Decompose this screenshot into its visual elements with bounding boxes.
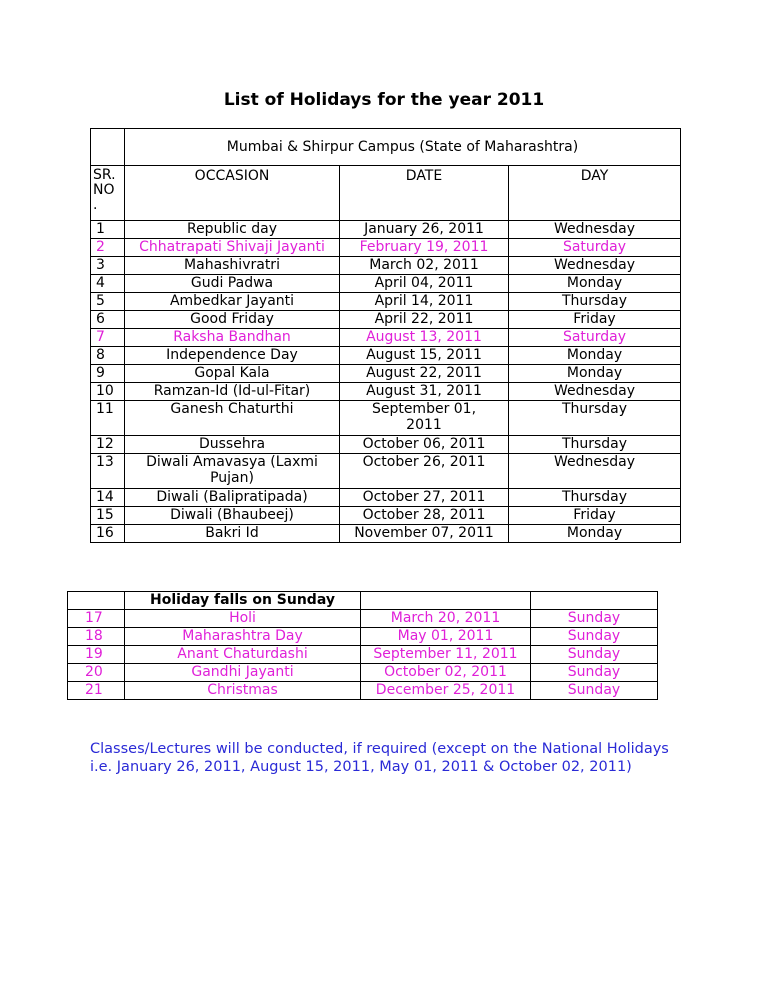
table-row bbox=[91, 257, 681, 275]
row-occasion: Raksha Bandhan bbox=[125, 329, 340, 347]
sunday-holidays-table bbox=[67, 591, 658, 700]
table-row bbox=[91, 239, 681, 257]
row-day: Thursday bbox=[509, 436, 681, 454]
table-row bbox=[68, 628, 658, 646]
row-number: 4 bbox=[91, 275, 125, 293]
row-occasion: Diwali (Bhaubeej) bbox=[125, 507, 340, 525]
row-occasion: Bakri Id bbox=[125, 525, 340, 543]
row-number: 15 bbox=[91, 507, 125, 525]
row-date: April 22, 2011 bbox=[340, 311, 509, 329]
row-date: September 01, 2011 bbox=[340, 401, 509, 436]
row-date: October 02, 2011 bbox=[361, 664, 531, 682]
page-title: List of Holidays for the year 2011 bbox=[223, 90, 545, 110]
row-date: April 04, 2011 bbox=[340, 275, 509, 293]
row-number: 3 bbox=[91, 257, 125, 275]
table-row bbox=[68, 610, 658, 628]
row-date: August 31, 2011 bbox=[340, 383, 509, 401]
row-number: 10 bbox=[91, 383, 125, 401]
row-occasion: Christmas bbox=[125, 682, 361, 700]
row-number: 20 bbox=[68, 664, 125, 682]
row-number: 9 bbox=[91, 365, 125, 383]
row-day: Thursday bbox=[509, 293, 681, 311]
row-day: Sunday bbox=[531, 664, 658, 682]
table-row bbox=[91, 293, 681, 311]
row-date: October 26, 2011 bbox=[340, 454, 509, 489]
row-number: 6 bbox=[91, 311, 125, 329]
sunday-table-heading: Holiday falls on Sunday bbox=[125, 592, 361, 610]
holidays-table bbox=[90, 128, 681, 543]
row-number: 8 bbox=[91, 347, 125, 365]
row-occasion: Diwali Amavasya (Laxmi Pujan) bbox=[125, 454, 340, 489]
row-number: 11 bbox=[91, 401, 125, 436]
row-day: Sunday bbox=[531, 682, 658, 700]
table-row bbox=[91, 489, 681, 507]
row-day: Sunday bbox=[531, 646, 658, 664]
row-number: 13 bbox=[91, 454, 125, 489]
row-day: Saturday bbox=[509, 329, 681, 347]
table-row bbox=[91, 347, 681, 365]
row-date: November 07, 2011 bbox=[340, 525, 509, 543]
row-day: Sunday bbox=[531, 628, 658, 646]
row-date: May 01, 2011 bbox=[361, 628, 531, 646]
row-date: October 06, 2011 bbox=[340, 436, 509, 454]
row-date: April 14, 2011 bbox=[340, 293, 509, 311]
row-number: 17 bbox=[68, 610, 125, 628]
row-day: Monday bbox=[509, 365, 681, 383]
row-day: Monday bbox=[509, 525, 681, 543]
row-occasion: Ambedkar Jayanti bbox=[125, 293, 340, 311]
row-occasion: Gandhi Jayanti bbox=[125, 664, 361, 682]
row-day: Wednesday bbox=[509, 221, 681, 239]
row-date: September 11, 2011 bbox=[361, 646, 531, 664]
row-date: February 19, 2011 bbox=[340, 239, 509, 257]
row-occasion: Diwali (Balipratipada) bbox=[125, 489, 340, 507]
row-number: 21 bbox=[68, 682, 125, 700]
row-occasion: Mahashivratri bbox=[125, 257, 340, 275]
table-row bbox=[91, 525, 681, 543]
row-day: Friday bbox=[509, 507, 681, 525]
table-row bbox=[91, 329, 681, 347]
row-occasion: Good Friday bbox=[125, 311, 340, 329]
table-row bbox=[68, 682, 658, 700]
row-occasion: Dussehra bbox=[125, 436, 340, 454]
campus-heading: Mumbai & Shirpur Campus (State of Maharashtra) bbox=[125, 129, 681, 166]
row-number: 12 bbox=[91, 436, 125, 454]
table-row bbox=[91, 454, 681, 489]
row-occasion: Gopal Kala bbox=[125, 365, 340, 383]
table-row bbox=[91, 311, 681, 329]
row-number: 2 bbox=[91, 239, 125, 257]
row-occasion: Ramzan-Id (Id-ul-Fitar) bbox=[125, 383, 340, 401]
row-number: 14 bbox=[91, 489, 125, 507]
row-number: 19 bbox=[68, 646, 125, 664]
row-occasion: Maharashtra Day bbox=[125, 628, 361, 646]
row-day: Friday bbox=[509, 311, 681, 329]
header-day: DAY bbox=[509, 166, 681, 221]
row-date: March 02, 2011 bbox=[340, 257, 509, 275]
row-day: Wednesday bbox=[509, 383, 681, 401]
row-day: Wednesday bbox=[509, 257, 681, 275]
row-day: Saturday bbox=[509, 239, 681, 257]
table-row bbox=[68, 664, 658, 682]
table-row bbox=[91, 365, 681, 383]
row-occasion: Ganesh Chaturthi bbox=[125, 401, 340, 436]
header-sr-no: SR. NO . bbox=[91, 166, 125, 221]
row-occasion: Anant Chaturdashi bbox=[125, 646, 361, 664]
row-day: Thursday bbox=[509, 401, 681, 436]
header-occasion: OCCASION bbox=[125, 166, 340, 221]
row-day: Sunday bbox=[531, 610, 658, 628]
row-date: August 13, 2011 bbox=[340, 329, 509, 347]
classes-note: Classes/Lectures will be conducted, if required (except on the National Holidays i.e. January 26, 2011, August 15, 2011, May 01, 2011 & October 02, 2011) bbox=[90, 741, 669, 775]
header-date: DATE bbox=[340, 166, 509, 221]
table-row bbox=[91, 275, 681, 293]
row-occasion: Chhatrapati Shivaji Jayanti bbox=[125, 239, 340, 257]
row-occasion: Gudi Padwa bbox=[125, 275, 340, 293]
table-row bbox=[91, 383, 681, 401]
table-row bbox=[91, 507, 681, 525]
row-date: January 26, 2011 bbox=[340, 221, 509, 239]
table-row bbox=[91, 401, 681, 436]
table-row bbox=[91, 436, 681, 454]
row-day: Monday bbox=[509, 275, 681, 293]
table-row bbox=[91, 221, 681, 239]
row-day: Monday bbox=[509, 347, 681, 365]
row-number: 7 bbox=[91, 329, 125, 347]
table-row bbox=[68, 646, 658, 664]
row-date: August 15, 2011 bbox=[340, 347, 509, 365]
row-day: Wednesday bbox=[509, 454, 681, 489]
row-number: 1 bbox=[91, 221, 125, 239]
row-number: 5 bbox=[91, 293, 125, 311]
row-occasion: Republic day bbox=[125, 221, 340, 239]
row-date: October 28, 2011 bbox=[340, 507, 509, 525]
row-occasion: Independence Day bbox=[125, 347, 340, 365]
row-date: March 20, 2011 bbox=[361, 610, 531, 628]
row-day: Thursday bbox=[509, 489, 681, 507]
row-date: October 27, 2011 bbox=[340, 489, 509, 507]
row-occasion: Holi bbox=[125, 610, 361, 628]
row-date: December 25, 2011 bbox=[361, 682, 531, 700]
row-number: 18 bbox=[68, 628, 125, 646]
row-number: 16 bbox=[91, 525, 125, 543]
row-date: August 22, 2011 bbox=[340, 365, 509, 383]
